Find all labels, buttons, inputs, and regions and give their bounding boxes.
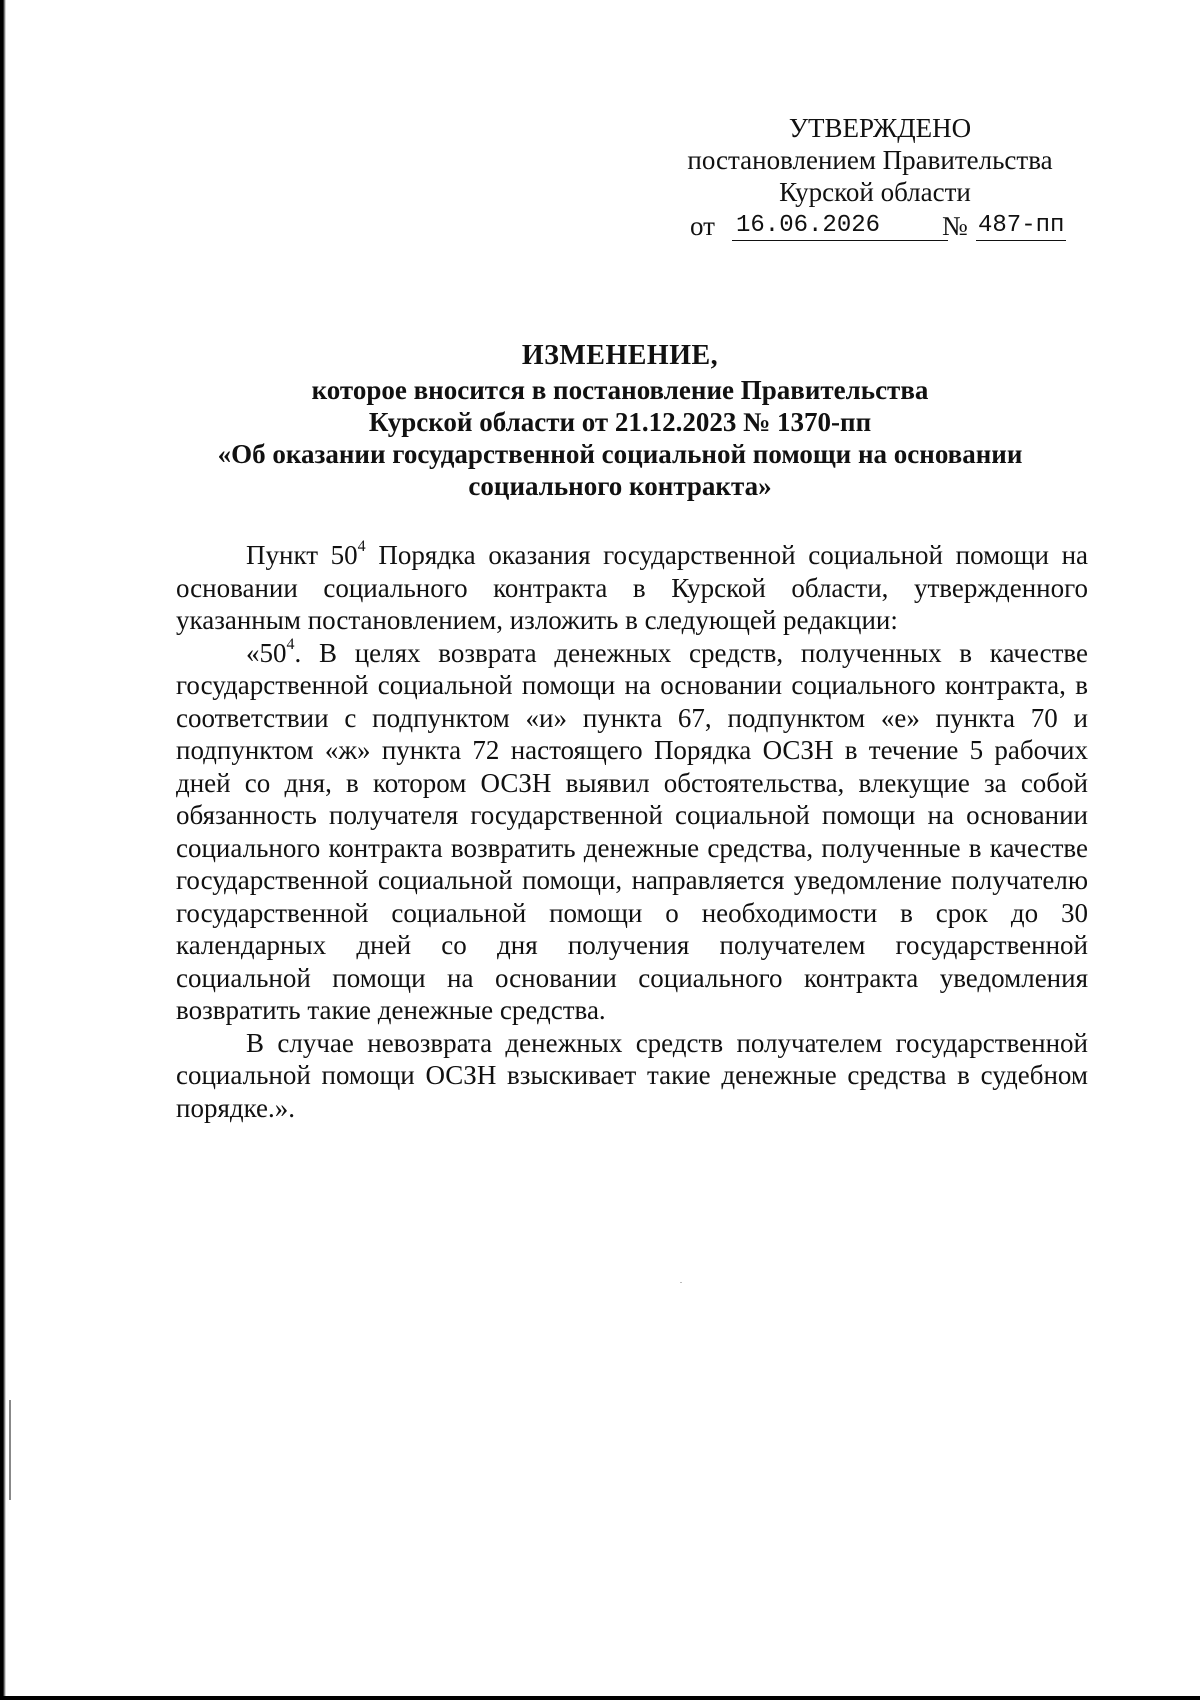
approval-authority: постановлением Правительства: [687, 145, 1053, 175]
scan-edge-mark: [9, 1400, 11, 1500]
approval-date: 16.06.2026: [732, 212, 948, 241]
paragraph-2-rest: . В целях возврата денежных средств, полученных в качестве государственной социальной помощи на основании социального контракта, в соответствии с подпунктом «и» пункта 67, подпунктом «е» пункта 70 и подпунктом «ж» пункта 72 настоящего Порядка ОСЗН в течение 5 рабочих дней со дня, в котором ОСЗН выявил обстоятельства, влекущие за собой обязанность получателя государственной социальной помощи на основании социального контракта возвратить денежные средства, полученные в качестве государственной социальной помощи, направляется уведомление получателю государственной социальной помощи о необходимости в срок до 30 календарных дней со дня получения получателем государственной социальной помощи на основании социального контракта уведомления возвратить такие денежные средства.: [176, 637, 1088, 1025]
scan-edge-left: [0, 0, 6, 1700]
approval-date-row: [660, 210, 1080, 244]
paragraph-2-start: «50: [246, 637, 287, 668]
approval-date-prefix: от: [690, 211, 715, 241]
scan-edge-bottom: [0, 1696, 1200, 1700]
heading-line-4: социального контракта»: [468, 471, 772, 501]
paragraph-2: [176, 637, 1088, 1027]
heading-line-1: которое вносится в постановление Правительства: [311, 375, 929, 405]
paragraph-1-rest: Порядка оказания государственной социальной помощи на основании социального контракта в Курской области, утвержденного указанным постановлением, изложить в следующей редакции:: [176, 540, 1089, 635]
paragraph-2-superscript: 4: [286, 635, 295, 653]
document-body: [176, 539, 1088, 1124]
paragraph-3: В случае невозврата денежных средств получателем государственной социальной помощи ОСЗН взыскивает такие денежные средства в судебном порядке.».: [176, 1027, 1088, 1123]
approval-region: Курской области: [779, 177, 971, 207]
paragraph-1: [176, 539, 1088, 637]
approval-title: УТВЕРЖДЕНО: [788, 113, 972, 143]
approval-number-sign: №: [942, 211, 968, 241]
scan-speck: [680, 1282, 682, 1283]
approval-block: [660, 112, 1080, 244]
heading-line-2: Курской области от 21.12.2023 № 1370-пп: [368, 407, 872, 437]
paragraph-1-start: Пункт 50: [246, 540, 358, 570]
approval-number: 487-пп: [978, 212, 1065, 239]
heading-title: ИЗМЕНЕНИЕ,: [521, 340, 719, 371]
paragraph-1-superscript: 4: [357, 538, 366, 555]
document-heading: [170, 340, 1070, 502]
heading-line-3: «Об оказании государственной социальной помощи на основании: [217, 439, 1023, 469]
